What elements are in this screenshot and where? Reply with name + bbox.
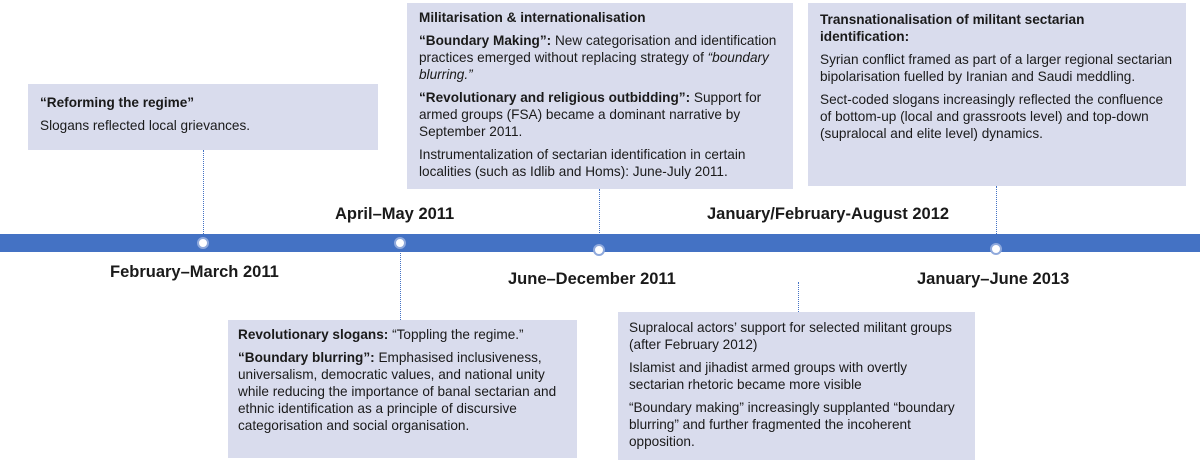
box-reforming-regime-text: Slogans reflected local grievances. (40, 118, 251, 133)
boundary-blurring-heading: “Boundary blurring”: (238, 350, 375, 365)
revolutionary-slogans-text: “Toppling the regime.” (388, 327, 524, 342)
outbidding-heading: “Revolutionary and religious outbidding”: (419, 90, 691, 105)
boundary-blurring-quote: “boundary blurring.” (419, 50, 769, 82)
connector-5 (996, 186, 997, 244)
revolutionary-slogans-heading: Revolutionary slogans: (238, 327, 389, 342)
boundary-making-heading: “Boundary Making”: (419, 33, 552, 48)
box-transnationalisation (808, 3, 1186, 186)
date-label-apr-may-2011: April–May 2011 (335, 205, 455, 223)
timeline-dot-1 (197, 237, 209, 249)
date-label-jan-jun-2013: January–June 2013 (917, 270, 1070, 288)
supralocal-text-1: Supralocal actors’ support for selected militant groups (after February 2012) (629, 320, 952, 352)
date-label-feb-mar-2011: February–March 2011 (110, 263, 279, 281)
box-revolutionary-slogans (228, 320, 577, 458)
connector-2 (400, 248, 401, 320)
date-label-jan-aug-2012: January/February-August 2012 (707, 205, 950, 223)
connector-1 (203, 150, 204, 238)
box-reforming-regime (28, 84, 378, 150)
connector-4 (798, 282, 799, 312)
supralocal-text-3: “Boundary making” increasingly supplanted “boundary blurring” and further fragmented the incoherent opposition. (629, 400, 955, 449)
box-supralocal-actors (618, 312, 975, 460)
transnationalisation-text-2: Sect-coded slogans increasingly reflected the confluence of bottom-up (local and grassroots level) and top-down (supralocal and elite level) dynamics. (820, 92, 1164, 141)
timeline-dot-5 (990, 243, 1002, 255)
box-transnationalisation-title: Transnationalisation of militant sectarian identification: (820, 12, 1085, 44)
connector-3 (599, 189, 600, 245)
boundary-making-text: New categorisation and identification practices emerged without replacing strategy of (419, 33, 777, 65)
supralocal-text-2: Islamist and jihadist armed groups with overtly sectarian rhetoric became more visible (629, 360, 908, 392)
box-reforming-regime-title: “Reforming the regime” (40, 95, 195, 110)
instrumentalization-text: Instrumentalization of sectarian identification in certain localities (such as Idlib and Homs): June-July 2011. (419, 147, 746, 179)
timeline-dot-3 (593, 244, 605, 256)
outbidding-text: Support for armed groups (FSA) became a dominant narrative by September 2011. (419, 90, 762, 139)
transnationalisation-text-1: Syrian conflict framed as part of a larger regional sectarian bipolarisation fuelled by Iranian and Saudi meddling. (820, 52, 1173, 84)
timeline-dot-2 (394, 237, 406, 249)
boundary-blurring-text: Emphasised inclusiveness, universalism, democratic values, and national unity while reducing the importance of banal sectarian and ethnic identification as a principle of discursive categorisation and social organisation. (238, 350, 557, 433)
box-militarisation-title: Militarisation & internationalisation (419, 10, 646, 25)
box-militarisation (407, 3, 793, 189)
date-label-jun-dec-2011: June–December 2011 (508, 270, 676, 288)
